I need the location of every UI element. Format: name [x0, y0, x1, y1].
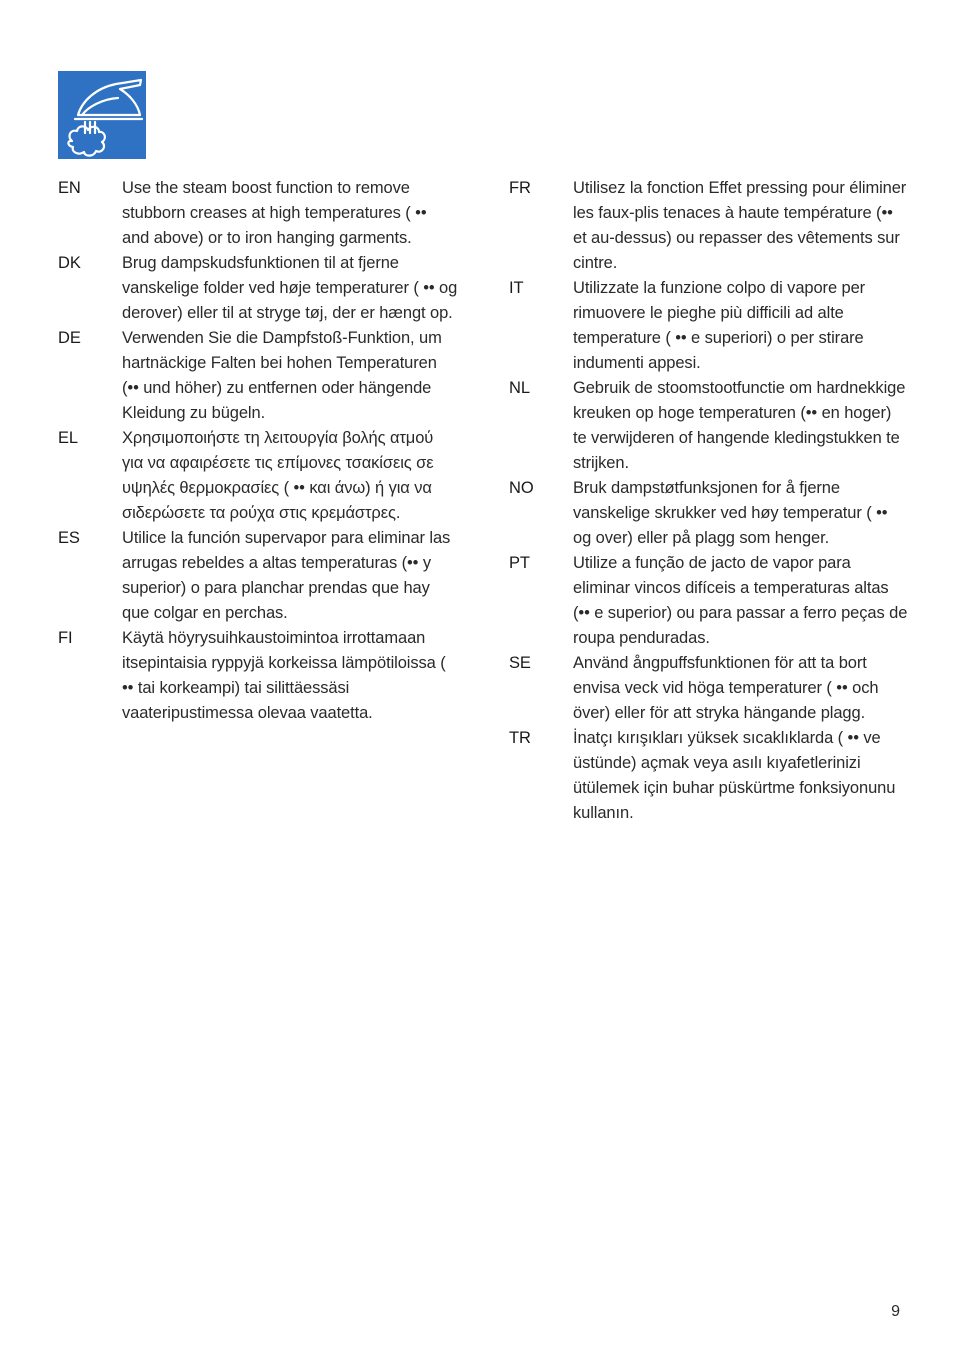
left-language-column — [58, 176, 458, 726]
instruction-text: Χρησιμοποιήστε τη λειτουργία βολής ατμού για να αφαιρέσετε τις επίμονες τσακίσεις σε υψηλές θερμοκρασίες ( •• και άνω) ή για να σιδερώσετε τα ρούχα στις κρεμάστρες. — [122, 429, 434, 522]
language-code: DE — [58, 329, 81, 347]
language-code: ES — [58, 529, 80, 547]
language-entry-el — [58, 426, 458, 526]
language-code: DK — [58, 254, 81, 272]
language-code: EL — [58, 429, 78, 447]
steam-iron-boost-icon — [58, 71, 146, 159]
language-entry-en — [58, 176, 458, 251]
instruction-text: Använd ångpuffsfunktionen för att ta bort envisa veck vid höga temperaturer ( •• och över) eller för att stryka hängande plagg. — [573, 654, 879, 722]
language-entry-tr — [509, 726, 909, 826]
right-language-column — [509, 176, 909, 826]
language-code: PT — [509, 554, 530, 572]
language-code: SE — [509, 654, 531, 672]
language-entry-se — [509, 651, 909, 726]
instruction-text: Käytä höyrysuihkaustoimintoa irrottamaan itsepintaisia ryppyjä korkeissa lämpötiloissa ( •• tai korkeampi) tai silittäessäsi vaateripustimessa olevaa vaatetta. — [122, 629, 446, 722]
instruction-text: Utilizzate la funzione colpo di vapore per rimuovere le pieghe più difficili ad alte temperature ( •• e superiori) o per stirare indumenti appesi. — [573, 279, 866, 372]
language-code: FR — [509, 179, 531, 197]
instruction-text: Verwenden Sie die Dampfstoß-Funktion, um hartnäckige Falten bei hohen Temperaturen (•• und höher) zu entfernen oder hängende Kleidung zu bügeln. — [122, 329, 442, 422]
language-code: TR — [509, 729, 531, 747]
language-entry-fr — [509, 176, 909, 276]
instruction-text: İnatçı kırışıkları yüksek sıcaklıklarda ( •• ve üstünde) açmak veya asılı kıyafetlerinizi ütülemek için buhar püskürtme fonksiyonunu kullanın. — [573, 729, 896, 822]
language-entry-no — [509, 476, 909, 551]
language-code: NL — [509, 379, 530, 397]
instruction-text: Gebruik de stoomstootfunctie om hardnekkige kreuken op hoge temperaturen (•• en hoger) te verwijderen of hangende kledingstukken te strijken. — [573, 379, 906, 472]
page-number: 9 — [891, 1303, 900, 1320]
instruction-text: Utilisez la fonction Effet pressing pour éliminer les faux-plis tenaces à haute température (•• et au-dessus) ou repasser des vêtements sur cintre. — [573, 179, 907, 272]
instruction-text: Utilice la función supervapor para eliminar las arrugas rebeldes a altas temperaturas (•• y superior) o para planchar prendas que hay que colgar en perchas. — [122, 529, 451, 622]
language-entry-dk — [58, 251, 458, 326]
language-entry-pt — [509, 551, 909, 651]
language-code: NO — [509, 479, 534, 497]
language-entry-it — [509, 276, 909, 376]
language-entry-fi — [58, 626, 458, 726]
instruction-text: Use the steam boost function to remove stubborn creases at high temperatures ( •• and above) or to iron hanging garments. — [122, 179, 427, 247]
language-code: FI — [58, 629, 73, 647]
language-code: EN — [58, 179, 81, 197]
language-entry-es — [58, 526, 458, 626]
language-entry-nl — [509, 376, 909, 476]
instruction-text: Utilize a função de jacto de vapor para eliminar vincos difíceis a temperaturas altas (•• e superior) ou para passar a ferro peças de roupa penduradas. — [573, 554, 908, 647]
language-code: IT — [509, 279, 524, 297]
language-entry-de — [58, 326, 458, 426]
instruction-text: Brug dampskudsfunktionen til at fjerne vanskelige folder ved høje temperaturer ( •• og derover) eller til at stryge tøj, der er hængt op. — [122, 254, 458, 322]
instruction-text: Bruk dampstøtfunksjonen for å fjerne vanskelige skrukker ved høy temperatur ( •• og over) eller på plagg som henger. — [573, 479, 888, 547]
